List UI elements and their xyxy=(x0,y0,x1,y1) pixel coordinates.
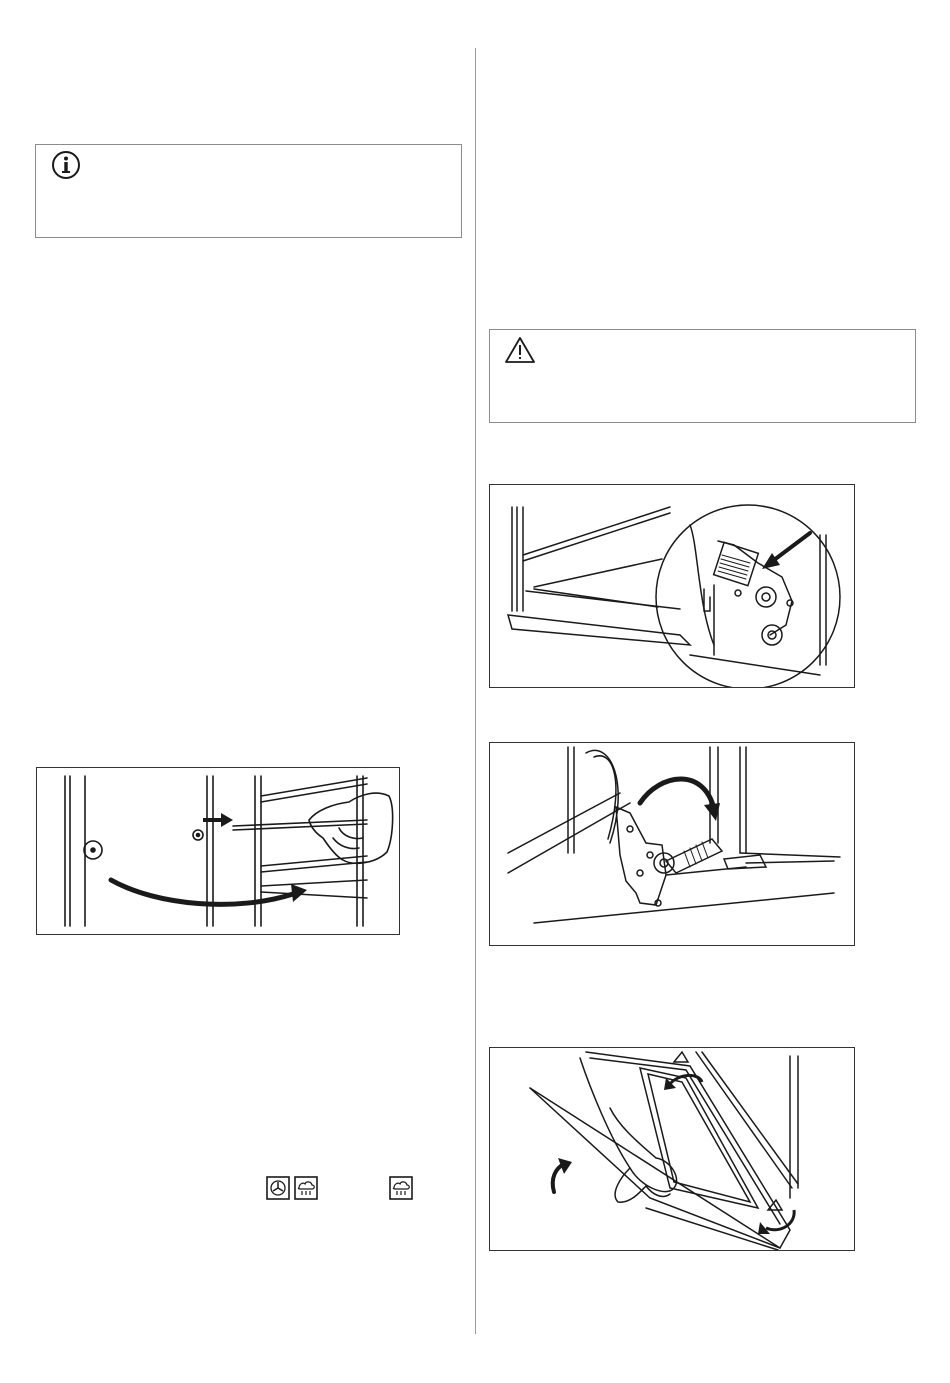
warning-note xyxy=(489,329,916,423)
info-icon xyxy=(50,149,82,181)
column-divider xyxy=(475,48,476,1334)
info-note xyxy=(35,144,462,238)
hinge-detail-illustration xyxy=(490,485,854,687)
steam-symbol-icon xyxy=(294,1176,318,1200)
door-lift-illustration xyxy=(490,1048,854,1250)
steam-symbol-icon xyxy=(389,1176,413,1200)
warning-icon xyxy=(504,336,536,364)
hinge-lever-turn-illustration xyxy=(490,743,854,945)
figure-door-lift xyxy=(489,1047,855,1251)
figure-hinge-lever-turn xyxy=(489,742,855,946)
figure-shelf-support xyxy=(36,767,400,935)
shelf-support-illustration xyxy=(37,768,399,934)
fan-heating-symbol-icon xyxy=(266,1176,290,1200)
figure-door-hinge-detail xyxy=(489,484,855,688)
